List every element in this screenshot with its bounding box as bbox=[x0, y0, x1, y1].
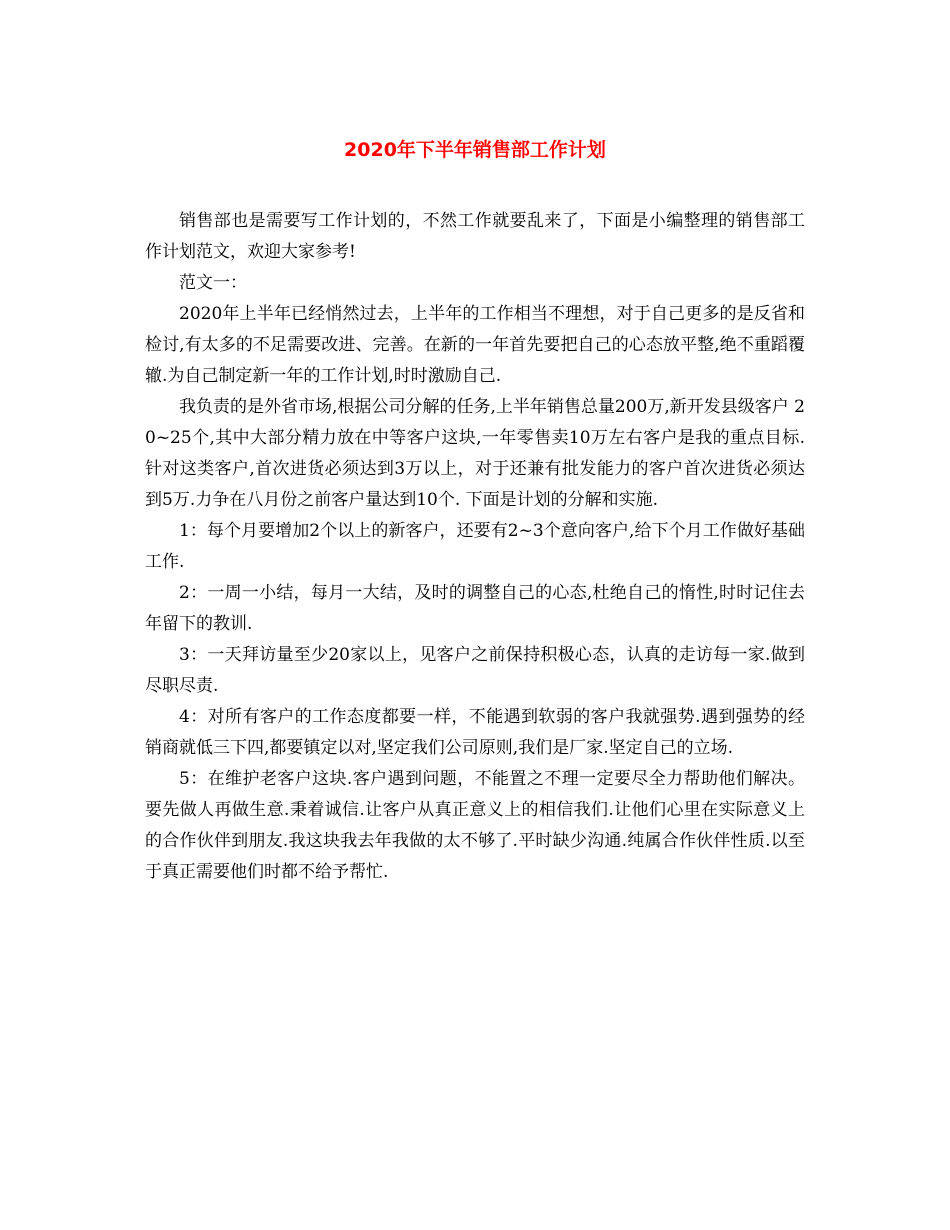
document-title: 2020年下半年销售部工作计划 bbox=[344, 139, 606, 161]
sample-heading: 范文一： bbox=[179, 273, 247, 293]
plan-item-3: 3：一天拜访量至少20家以上，见客户之前保持积极心态，认真的走访每一家.做到尽职尽责. bbox=[145, 645, 805, 696]
intro-paragraph: 销售部也是需要写工作计划的，不然工作就要乱来了，下面是小编整理的销售部工作计划范文，欢迎大家参考! bbox=[145, 211, 805, 262]
body-paragraph: 2020年上半年已经悄然过去，上半年的工作相当不理想，对于自己更多的是反省和检讨,有太多的不足需要改进、完善。在新的一年首先要把自己的心态放平整,绝不重蹈覆辙.为自己制定新一年的工作计划,时时激励自己. bbox=[145, 304, 805, 386]
document-body bbox=[145, 206, 805, 888]
plan-item-4: 4：对所有客户的工作态度都要一样，不能遇到软弱的客户我就强势.遇到强势的经销商就低三下四,都要镇定以对,坚定我们公司原则,我们是厂家.坚定自己的立场. bbox=[145, 707, 805, 758]
body-paragraph: 我负责的是外省市场,根据公司分解的任务,上半年销售总量200万,新开发县级客户 20~25个,其中大部分精力放在中等客户这块,一年零售卖10万左右客户是我的重点目标.针对这类客户,首次进货必须达到3万以上，对于还兼有批发能力的客户首次进货必须达到5万.力争在八月份之前客户量达到10个. 下面是计划的分解和实施. bbox=[145, 397, 805, 510]
plan-item-5: 5：在维护老客户这块.客户遇到问题，不能置之不理一定要尽全力帮助他们解决。要先做人再做生意.秉着诚信.让客户从真正意义上的相信我们.让他们心里在实际意义上的合作伙伴到朋友.我这块我去年我做的太不够了.平时缺少沟通.纯属合作伙伴性质.以至于真正需要他们时都不给予帮忙. bbox=[145, 769, 805, 882]
plan-item-1: 1：每个月要增加2个以上的新客户，还要有2~3个意向客户,给下个月工作做好基础工作. bbox=[145, 521, 805, 572]
plan-item-2: 2：一周一小结，每月一大结，及时的调整自己的心态,杜绝自己的惰性,时时记住去年留下的教训. bbox=[145, 583, 805, 634]
